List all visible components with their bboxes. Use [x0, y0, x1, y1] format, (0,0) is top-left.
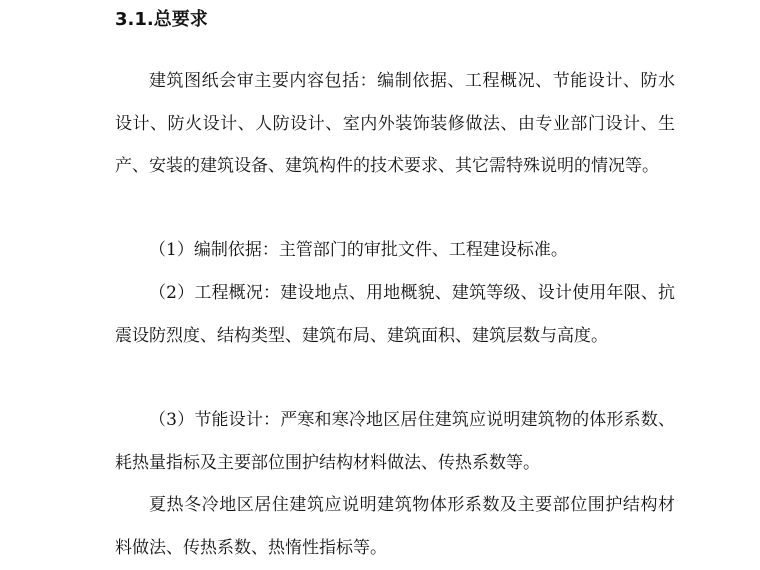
paragraph-overview: 建筑图纸会审主要内容包括：编制依据、工程概况、节能设计、防水设计、防火设计、人防设计、室内外装饰装修做法、由专业部门设计、生产、安装的建筑设备、建筑构件的技术要求、其它需特殊说明的情况等。 [115, 71, 675, 176]
paragraph-hot-summer: 夏热冬冷地区居住建筑应说明建筑物体形系数及主要部位围护结构材料做法、传热系数、热惰性指标等。 [115, 495, 675, 558]
paragraph-item-2: （2）工程概况：建设地点、用地概貌、建筑等级、设计使用年限、抗震设防烈度、结构类型、建筑布局、建筑面积、建筑层数与高度。 [115, 283, 675, 346]
paragraph-item-3: （3）节能设计：严寒和寒冷地区居住建筑应说明建筑物的体形系数、耗热量指标及主要部位围护结构材料做法、传热系数等。 [115, 410, 675, 473]
section-title: 3.1.总要求 [115, 9, 208, 30]
paragraph-item-1: （1）编制依据：主管部门的审批文件、工程建设标准。 [149, 240, 568, 260]
